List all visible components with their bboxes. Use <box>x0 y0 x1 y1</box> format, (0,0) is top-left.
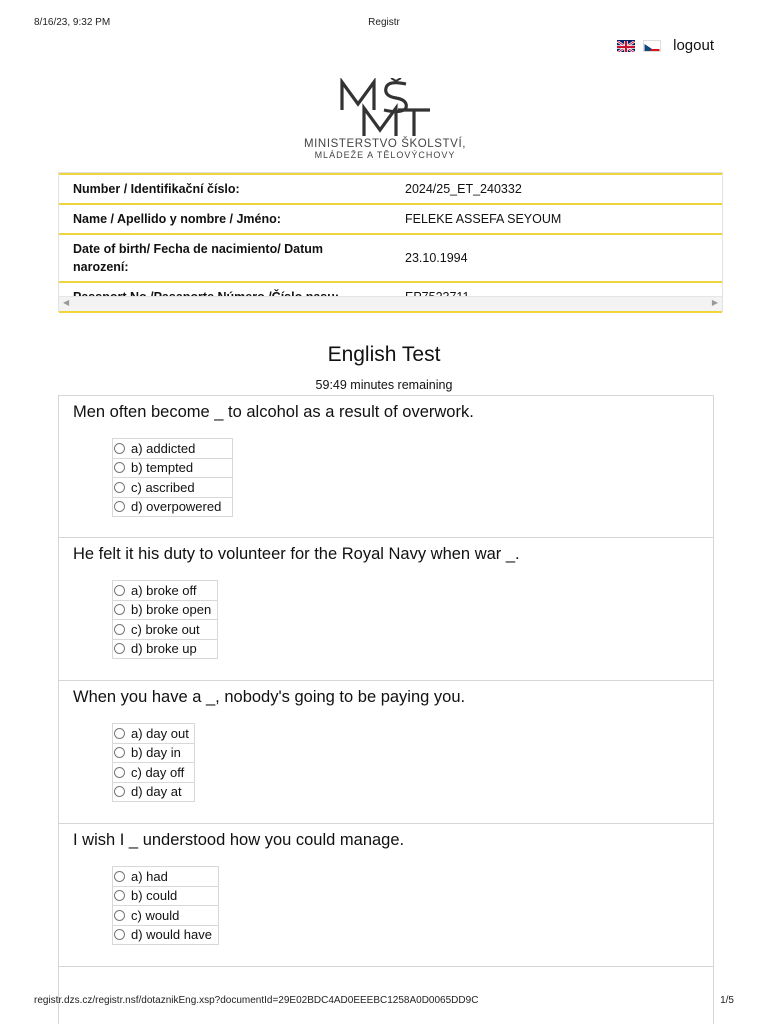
radio-button[interactable] <box>114 443 125 454</box>
question-block <box>58 538 714 681</box>
answer-option[interactable] <box>112 866 219 887</box>
option-label: b) could <box>131 888 178 904</box>
option-label: d) overpowered <box>131 499 222 515</box>
answer-option[interactable] <box>112 601 218 621</box>
answer-options <box>112 438 233 517</box>
option-label: a) day out <box>131 725 189 741</box>
radio-button[interactable] <box>114 929 125 940</box>
question-text: When you have a _, nobody's going to be paying you. <box>73 688 466 706</box>
logout-link[interactable]: logout <box>673 37 714 54</box>
option-label: c) broke out <box>131 621 200 637</box>
msmt-logo-mark <box>290 78 480 138</box>
info-label: Name / Apellido y nombre / Jméno: <box>59 204 391 234</box>
answer-option[interactable] <box>112 926 219 946</box>
radio-button[interactable] <box>114 501 125 512</box>
radio-button[interactable] <box>114 728 125 739</box>
answer-options <box>112 723 195 802</box>
answer-option[interactable] <box>112 744 195 764</box>
answer-option[interactable] <box>112 620 218 640</box>
answer-option[interactable] <box>112 459 233 479</box>
radio-button[interactable] <box>114 786 125 797</box>
language-bar <box>617 37 714 54</box>
logo-text-line2: MLÁDEŽE A TĚLOVÝCHOVY <box>314 150 456 160</box>
option-label: a) had <box>131 868 168 884</box>
scroll-left-icon[interactable]: ◀ <box>63 298 70 307</box>
radio-button[interactable] <box>114 890 125 901</box>
test-title: English Test <box>327 343 441 366</box>
question-block <box>58 681 714 824</box>
print-header <box>34 17 734 31</box>
time-remaining: 59:49 minutes remaining <box>315 378 453 392</box>
option-label: b) broke open <box>131 602 212 618</box>
radio-button[interactable] <box>114 585 125 596</box>
answer-option[interactable] <box>112 723 195 744</box>
print-datetime: 8/16/23, 9:32 PM <box>34 17 111 28</box>
option-label: d) day at <box>131 784 182 800</box>
radio-button[interactable] <box>114 747 125 758</box>
question-text: He felt it his duty to volunteer for the Royal Navy when war _. <box>73 545 520 563</box>
answer-option[interactable] <box>112 640 218 660</box>
print-page-number: 1/5 <box>720 995 734 1006</box>
answer-option[interactable] <box>112 498 233 518</box>
answer-option[interactable] <box>112 580 218 601</box>
scroll-right-icon[interactable]: ▶ <box>711 298 718 307</box>
question-block <box>58 824 714 967</box>
radio-button[interactable] <box>114 624 125 635</box>
radio-button[interactable] <box>114 643 125 654</box>
radio-button[interactable] <box>114 767 125 778</box>
radio-button[interactable] <box>114 871 125 882</box>
answer-option[interactable] <box>112 478 233 498</box>
info-value: FELEKE ASSEFA SEYOUM <box>391 204 722 234</box>
option-label: a) addicted <box>131 440 196 456</box>
option-label: c) would <box>131 907 180 923</box>
info-label: Number / Identifikační číslo: <box>59 174 391 204</box>
option-label: b) tempted <box>131 460 194 476</box>
option-label: a) broke off <box>131 582 197 598</box>
print-footer <box>34 995 734 1009</box>
answer-option[interactable] <box>112 438 233 459</box>
question-text: Men often become _ to alcohol as a result of overwork. <box>73 403 474 421</box>
info-label: Date of birth/ Fecha de nacimiento/ Datum narození: <box>59 234 391 282</box>
uk-flag-icon[interactable] <box>617 40 635 52</box>
applicant-info-panel <box>58 172 723 312</box>
info-row-name <box>59 204 722 234</box>
option-label: c) day off <box>131 764 185 780</box>
cz-flag-icon[interactable] <box>643 40 661 52</box>
option-label: b) day in <box>131 745 181 761</box>
radio-button[interactable] <box>114 910 125 921</box>
option-label: d) would have <box>131 927 212 943</box>
answer-options <box>112 866 219 945</box>
radio-button[interactable] <box>114 482 125 493</box>
question-block <box>58 395 714 538</box>
horizontal-scrollbar[interactable] <box>59 296 722 311</box>
option-label: c) ascribed <box>131 479 195 495</box>
question-list <box>58 395 714 1024</box>
option-label: d) broke up <box>131 641 197 657</box>
radio-button[interactable] <box>114 604 125 615</box>
info-row-number <box>59 174 722 204</box>
info-row-birthdate <box>59 234 722 282</box>
applicant-info-table <box>59 173 722 313</box>
question-text: I wish I _ understood how you could manage. <box>73 831 405 849</box>
answer-option[interactable] <box>112 887 219 907</box>
info-value: 2024/25_ET_240332 <box>391 174 722 204</box>
answer-option[interactable] <box>112 763 195 783</box>
info-value: 23.10.1994 <box>391 234 722 282</box>
print-title: Registr <box>368 17 400 28</box>
answer-options <box>112 580 218 659</box>
ministry-logo <box>290 78 480 162</box>
print-url: registr.dzs.cz/registr.nsf/dotaznikEng.xsp?documentId=29E02BDC4AD0EEEBC1258A0D0065DD9C <box>34 995 479 1006</box>
radio-button[interactable] <box>114 462 125 473</box>
answer-option[interactable] <box>112 906 219 926</box>
logo-text-line1: MINISTERSTVO ŠKOLSTVÍ, <box>303 138 467 150</box>
answer-option[interactable] <box>112 783 195 803</box>
